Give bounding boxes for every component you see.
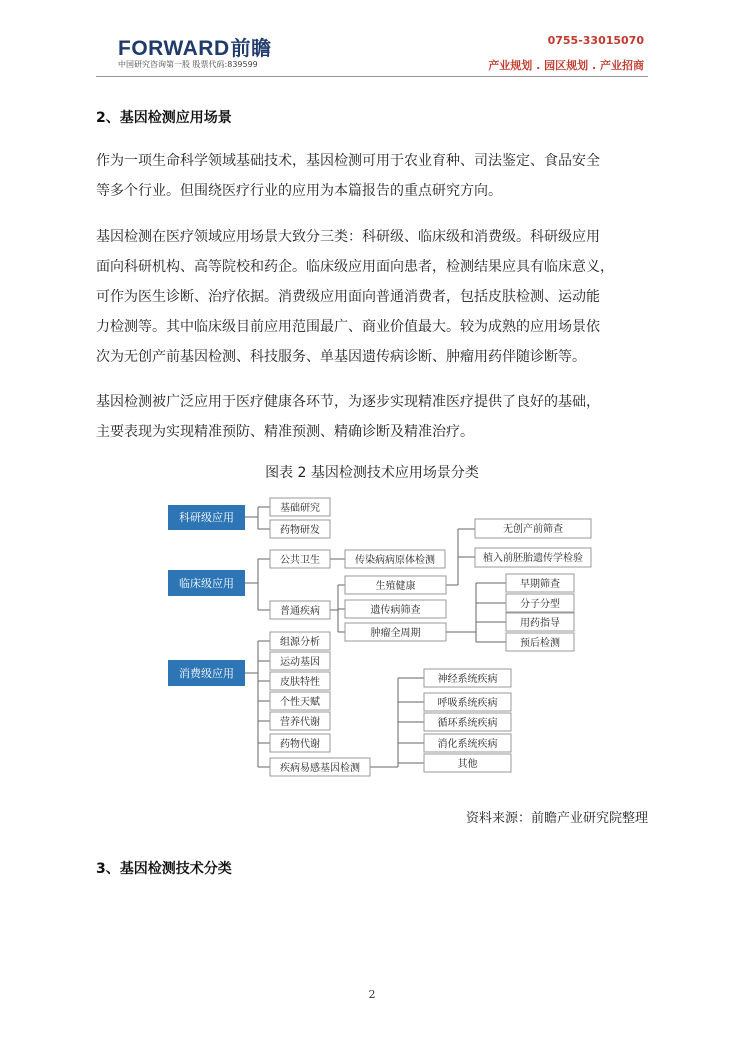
node-pgt: 植入前胚胎遗传学检验 [483, 553, 583, 564]
paragraph-line: 面向科研机构、高等院校和药企。临床级应用面向患者，检测结果应具有临床意义， [96, 259, 614, 275]
paragraph-line: 主要表现为实现精准预防、精准预测、精确诊断及精准治疗。 [96, 424, 474, 440]
services-slogan: 产业规划 . 园区规划 . 产业招商 [488, 59, 644, 72]
section-3-heading: 3、基因检测技术分类 [96, 861, 232, 877]
logo-text-en: FORWARD [118, 37, 230, 60]
node-reproductive-health: 生殖健康 [375, 581, 416, 592]
paragraph-line: 力检测等。其中临床级目前应用范围最广、商业价值最大。较为成熟的应用场景依 [96, 319, 600, 335]
node-genetic-screening: 遗传病筛查 [370, 605, 421, 616]
node-digestive: 消化系统疾病 [437, 739, 498, 750]
logo-text-cn: 前瞻 [230, 38, 272, 60]
page-number: 2 [368, 988, 376, 1001]
paragraph-line: 可作为医生诊断、治疗依据。消费级应用面向普通消费者，包括皮肤检测、运动能 [96, 289, 600, 305]
paragraph-1 [96, 146, 652, 206]
paragraph-line: 基因检测被广泛应用于医疗健康各环节，为逐步实现精准医疗提供了良好的基础， [96, 394, 600, 410]
node-common-disease: 普通疾病 [280, 606, 320, 617]
category-label: 科研级应用 [179, 511, 234, 524]
category-clinical [168, 570, 245, 596]
header-divider [96, 76, 648, 77]
node-medication-guidance: 用药指导 [520, 618, 560, 629]
node-ancestry: 组源分析 [280, 637, 320, 648]
node-early-screening: 早期筛查 [520, 579, 560, 590]
forward-logo [118, 32, 272, 61]
node-public-health: 公共卫生 [280, 555, 320, 566]
node-nipt: 无创产前筛查 [503, 524, 563, 535]
node-respiratory: 呼吸系统疾病 [437, 698, 498, 709]
paragraph-line: 次为无创产前基因检测、科技服务、单基因遗传病诊断、肿瘤用药伴随诊断等。 [96, 349, 586, 365]
node-basic-research: 基础研究 [280, 503, 320, 514]
paragraph-line: 作为一项生命科学领域基础技术，基因检测可用于农业育种、司法鉴定、食品安全 [96, 153, 600, 169]
node-skin-traits: 皮肤特性 [280, 677, 320, 688]
node-prognosis: 预后检测 [520, 638, 560, 649]
node-sport-gene: 运动基因 [280, 657, 320, 668]
figure-title: 图表 2 基因检测技术应用场景分类 [265, 465, 479, 481]
category-label: 临床级应用 [179, 577, 234, 590]
company-tagline: 中国研究咨询第一股 股票代码:839599 [118, 60, 258, 69]
node-drug-development: 药物研发 [280, 525, 320, 536]
category-research [168, 505, 245, 530]
node-nervous: 神经系统疾病 [437, 674, 498, 685]
node-molecular-typing: 分子分型 [520, 599, 560, 610]
paragraph-line: 基因检测在医疗领域应用场景大致分三类：科研级、临床级和消费级。科研级应用 [96, 229, 600, 245]
node-talent: 个性天赋 [280, 697, 320, 708]
node-circulatory: 循环系统疾病 [437, 718, 498, 729]
node-other: 其他 [457, 759, 478, 770]
contact-phone: 0755-33015070 [547, 34, 644, 47]
section-2-heading: 2、基因检测应用场景 [96, 110, 232, 126]
paragraph-2 [96, 222, 652, 372]
node-drug-metabolism: 药物代谢 [280, 739, 320, 750]
category-label: 消费级应用 [179, 667, 234, 680]
paragraph-line: 等多个行业。但围绕医疗行业的应用为本篇报告的重点研究方向。 [96, 183, 502, 199]
page-header [0, 0, 744, 80]
node-infectious-pathogen: 传染病病原体检测 [355, 555, 435, 566]
node-nutrition: 营养代谢 [280, 717, 320, 728]
node-susceptibility: 疾病易感基因检测 [280, 763, 360, 774]
category-consumer [168, 660, 245, 686]
figure-source: 资料来源：前瞻产业研究院整理 [465, 811, 648, 826]
node-tumor-lifecycle: 肿瘤全周期 [370, 628, 421, 639]
paragraph-3 [96, 387, 652, 447]
